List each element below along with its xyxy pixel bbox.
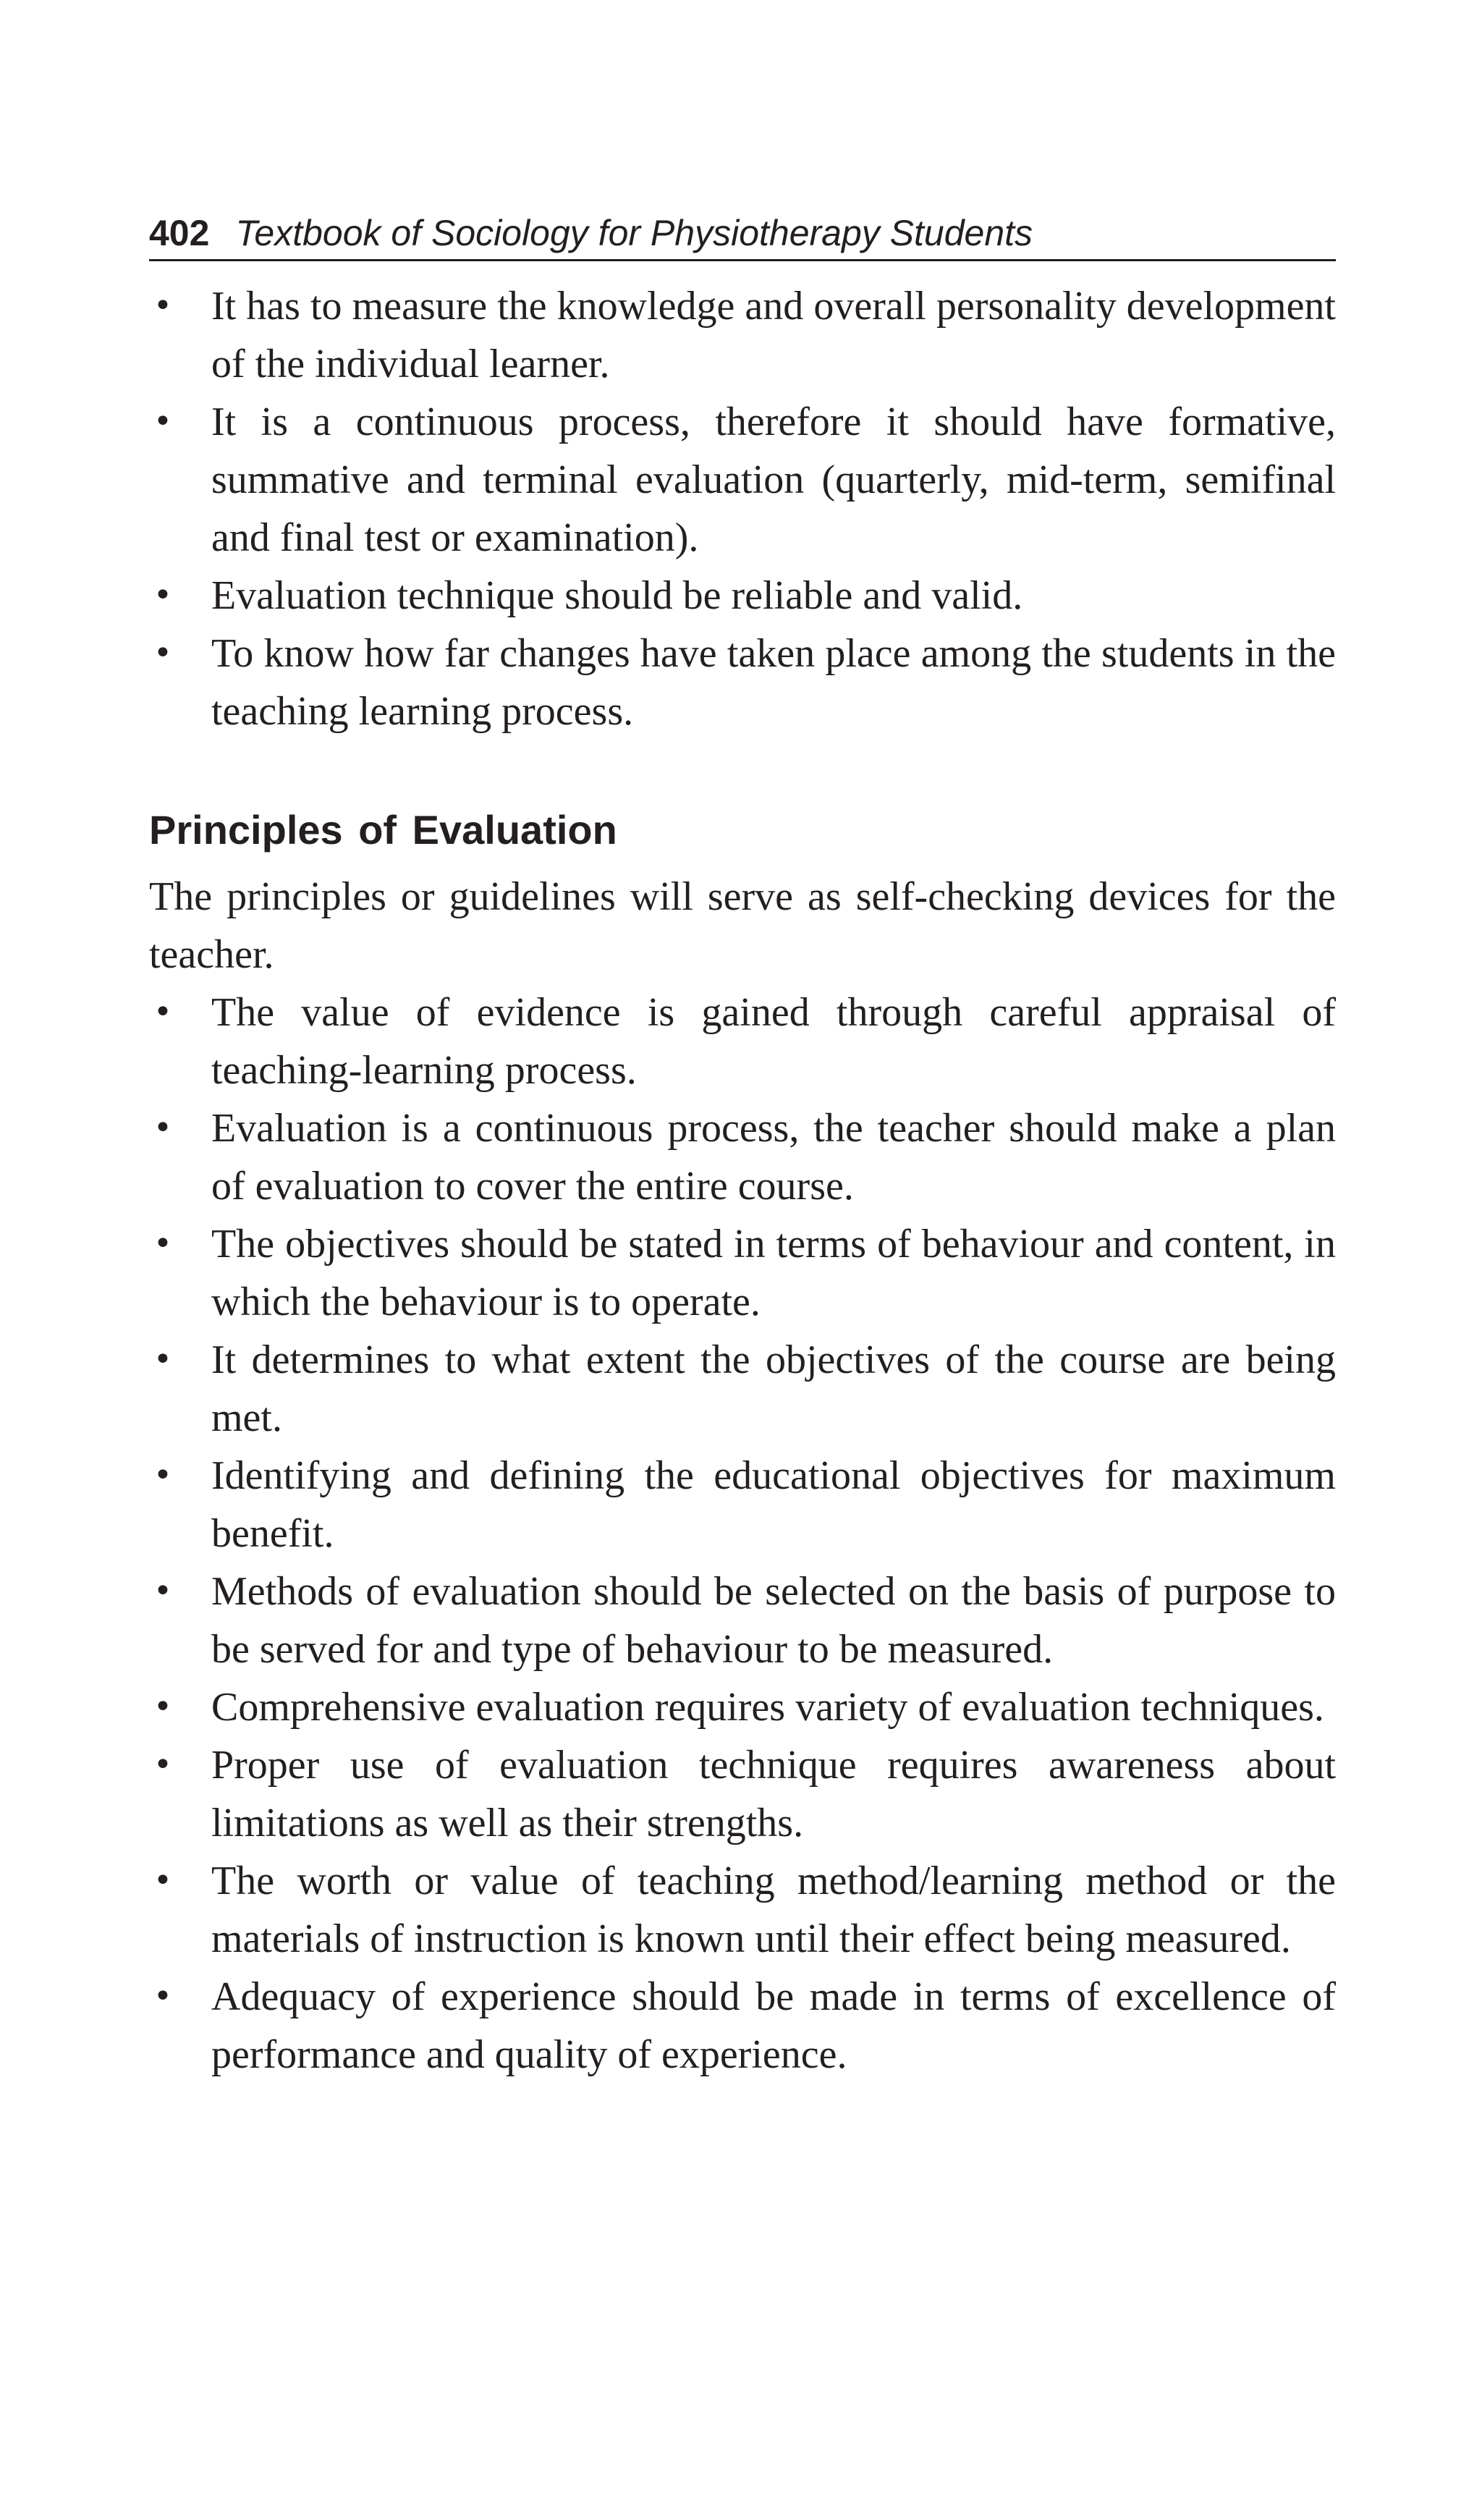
list-item [149,1331,1336,1447]
list-item [149,393,1336,567]
list-item [149,984,1336,1099]
bullet-icon: • [153,403,172,440]
list-item [149,1447,1336,1563]
list-item [149,625,1336,740]
bullet-icon: • [153,1225,172,1262]
list-item-text: To know how far changes have taken place among the students in the teaching learning process. [211,631,1336,734]
list-item [149,1099,1336,1215]
list-item [149,1215,1336,1331]
bullet-icon: • [153,994,172,1031]
list-item [149,1968,1336,2084]
bullet-icon: • [153,1457,172,1494]
list-item-text: Identifying and defining the educational objectives for maximum benefit. [211,1453,1336,1556]
bullet-icon: • [153,1746,172,1783]
bullet-icon: • [153,635,172,672]
list-item-text: Methods of evaluation should be selected on the basis of purpose to be served for and type of behaviour to be measured. [211,1569,1336,1672]
list-item [149,1852,1336,1968]
list-item [149,567,1336,625]
bullet-icon: • [153,1109,172,1146]
list-item [149,1563,1336,1678]
bullet-icon: • [153,287,172,324]
bullet-icon: • [153,1862,172,1899]
running-head [149,211,1336,261]
bullet-icon: • [153,1688,172,1725]
list-item-text: Evaluation technique should be reliable and valid. [211,573,1023,618]
bullet-icon: • [153,577,172,614]
list-item-text: The worth or value of teaching method/learning method or the materials of instruction is known until their effect being measured. [211,1859,1336,1961]
intro-bullet-list [149,277,1336,740]
bullet-icon: • [153,1341,172,1378]
list-item [149,1736,1336,1852]
page-number: 402 [149,213,210,253]
list-item-text: Adequacy of experience should be made in terms of excellence of performance and quality of experience. [211,1974,1336,2077]
list-item-text: Evaluation is a continuous process, the teacher should make a plan of evaluation to cover the entire course. [211,1106,1336,1209]
section-intro: The principles or guidelines will serve as self-checking devices for the teacher. [149,874,1336,977]
list-item-text: It is a continuous process, therefore it should have formative, summative and terminal evaluation (quarterly, mid-term, semifinal and final test or examination). [211,399,1336,560]
list-item-text: The objectives should be stated in terms of behaviour and content, in which the behaviour is to operate. [211,1222,1336,1324]
section-heading: Principles of Evaluation [149,807,617,853]
page [149,211,1336,2084]
list-item-text: Comprehensive evaluation requires variety of evaluation techniques. [211,1685,1324,1730]
list-item-text: It determines to what extent the objectives of the course are being met. [211,1337,1336,1440]
list-item [149,1678,1336,1736]
list-item [149,277,1336,393]
list-item-text: Proper use of evaluation technique requires awareness about limitations as well as their strengths. [211,1743,1336,1845]
bullet-icon: • [153,1978,172,2015]
principles-bullet-list [149,984,1336,2084]
bullet-icon: • [153,1573,172,1610]
list-item-text: It has to measure the knowledge and overall personality development of the individual learner. [211,284,1336,386]
book-title: Textbook of Sociology for Physiotherapy Students [235,213,1033,253]
list-item-text: The value of evidence is gained through careful appraisal of teaching-learning process. [211,990,1336,1093]
